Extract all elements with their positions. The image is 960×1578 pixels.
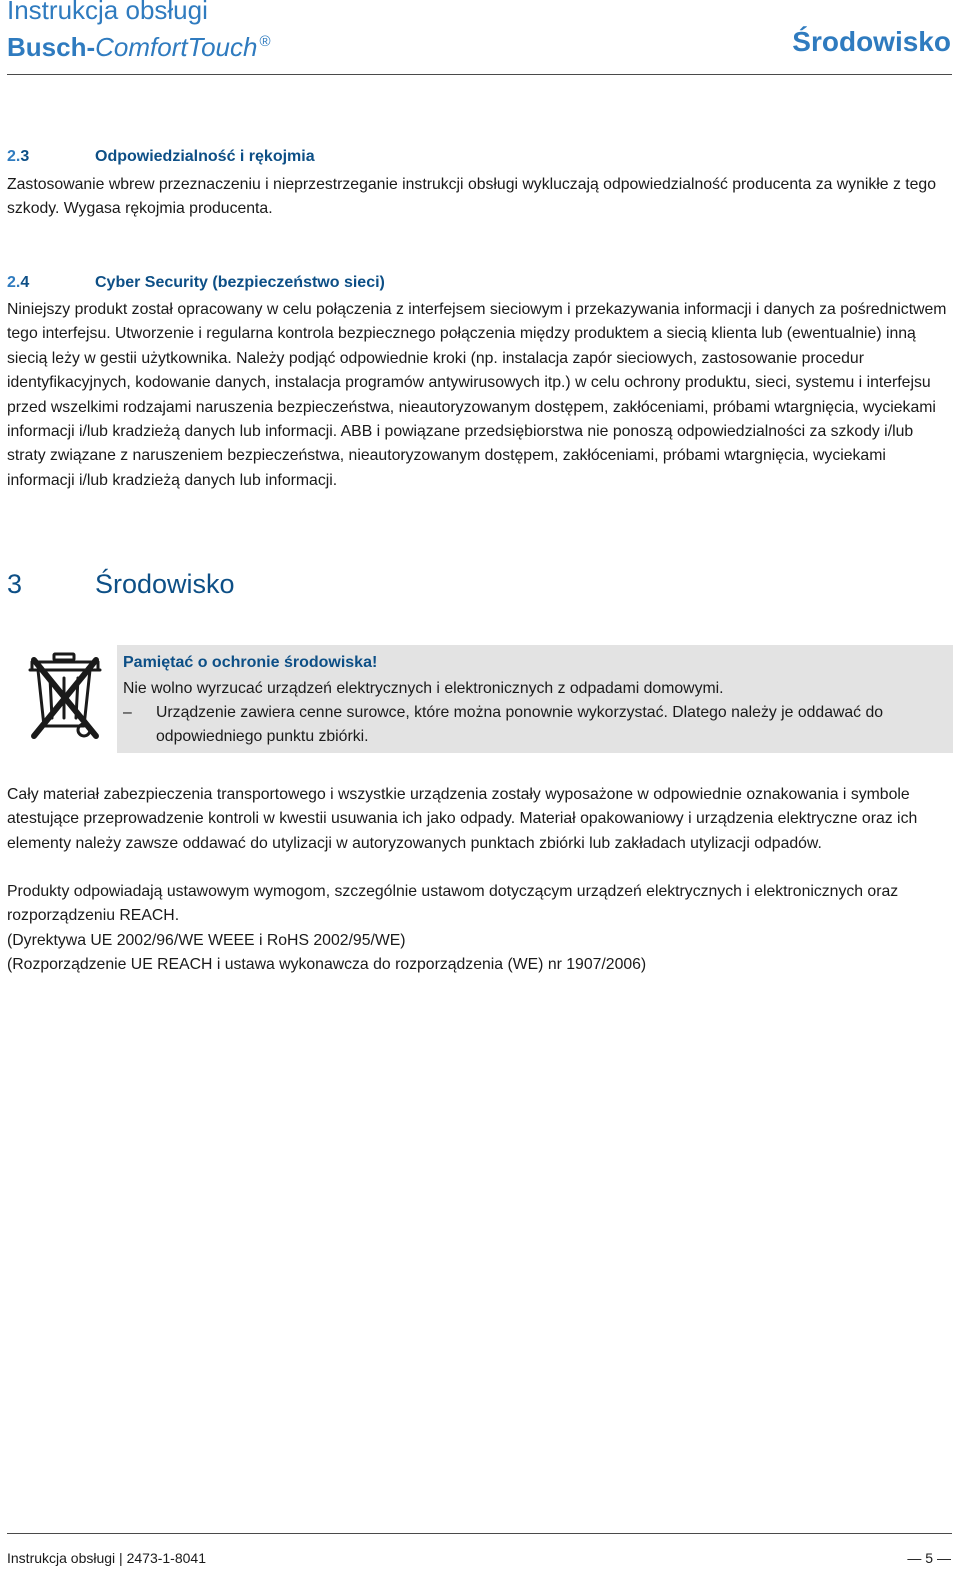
note-text: Nie wolno wyrzucać urządzeń elektrycznych i elektronicznych z odpadami domowymi. — [123, 680, 724, 697]
paragraph-2-3: Zastosowanie wbrew przeznaczeniu i nieprzestrzeganie instrukcji obsługi wykluczają odpowiedzialność producenta za wynikłe z tego szkody. Wygasa rękojmia producenta. — [7, 176, 936, 218]
note-list-item: Urządzenie zawiera cenne surowce, które można ponownie wykorzystać. Dlatego należy je oddawać do odpowiedniego punktu zbiórki. — [156, 704, 884, 746]
paragraph-reach-regulation: (Rozporządzenie UE REACH i ustawa wykonawcza do rozporządzenia (WE) nr 1907/2006) — [7, 956, 647, 973]
heading-2-3-number: 2.3 — [7, 148, 30, 165]
page-number: — 5 — — [907, 1550, 951, 1566]
note-list-dash: – — [123, 704, 132, 721]
footer-divider — [7, 1533, 952, 1534]
heading-2-3-title: Odpowiedzialność i rękojmia — [95, 148, 315, 165]
heading-3 — [7, 567, 235, 601]
heading-3-number: 3 — [7, 569, 23, 599]
heading-2-4-number: 2.4 — [7, 274, 30, 291]
paragraph-regulations: Produkty odpowiadają ustawowym wymogom, szczególnie ustawom dotyczącym urządzeń elektrycznych i elektronicznych oraz rozporządzeniu REACH. — [7, 883, 899, 925]
environment-note-box — [117, 645, 953, 753]
paragraph-weee-directive: (Dyrektywa UE 2002/96/WE WEEE i RoHS 2002/95/WE) — [7, 932, 406, 949]
product-brand — [7, 26, 271, 63]
paragraph-2-4: Niniejszy produkt został opracowany w celu połączenia z interfejsem sieciowym i przekazywania informacji i danych za pośrednictwem tego interfejsu. Utworzenie i regularna kontrola bezpiecznego połączenia między produktem a siecią klienta lub (ewentualnie) inną siecią leży w gestii użytkownika. Należy podjąć odpowiednie kroki (np. instalacja zapór sieciowych, zastosowanie procedur identyfikacyjnych, kodowanie danych, instalacja programów antywirusowych itp.) w celu ochrony produktu, sieci, systemu i interfejsu przed wszelkimi rodzajami naruszenia bezpieczeństwa, nieautoryzowanym dostępem, zakłóceniami, próbami wtargnięcia, wyciekami informacji i/lub kradzieżą danych lub informacji. ABB i powiązane przedsiębiorstwa nie ponoszą odpowiedzialności za szkody i/lub straty związane z naruszeniem bezpieczeństwa, nieautoryzowanym dostępem, zakłóceniami, próbami wtargnięcia, wyciekami informacji i/lub kradzieżą danych lub informacji. — [7, 301, 947, 489]
heading-2-3 — [7, 147, 315, 167]
heading-3-title: Środowisko — [95, 569, 235, 599]
document-title: Instrukcja obsługi — [7, 0, 208, 25]
brand-prefix: Busch- — [7, 32, 96, 62]
footer-document-id: Instrukcja obsługi | 2473-1-8041 — [7, 1550, 206, 1566]
heading-2-4 — [7, 273, 385, 293]
brand-name: ComfortTouch — [95, 32, 258, 62]
crossed-out-wheelie-bin-icon — [26, 650, 104, 742]
header-divider — [7, 74, 952, 75]
heading-2-4-title: Cyber Security (bezpieczeństwo sieci) — [95, 274, 385, 291]
note-title: Pamiętać o ochronie środowiska! — [123, 654, 378, 671]
header-section-name: Środowisko — [792, 26, 951, 57]
paragraph-disposal: Cały materiał zabezpieczenia transportowego i wszystkie urządzenia zostały wyposażone w odpowiednie oznakowania i symbole atestujące przeprowadzenie kontroli w kwestii usuwania ich jako odpady. Materiał opakowaniowy i urządzenia elektryczne oraz ich elementy należy zawsze oddawać do utylizacji w autoryzowanych punktach zbiórki lub zakładach utylizacji odpadów. — [7, 786, 918, 852]
registered-mark: ® — [259, 33, 271, 50]
